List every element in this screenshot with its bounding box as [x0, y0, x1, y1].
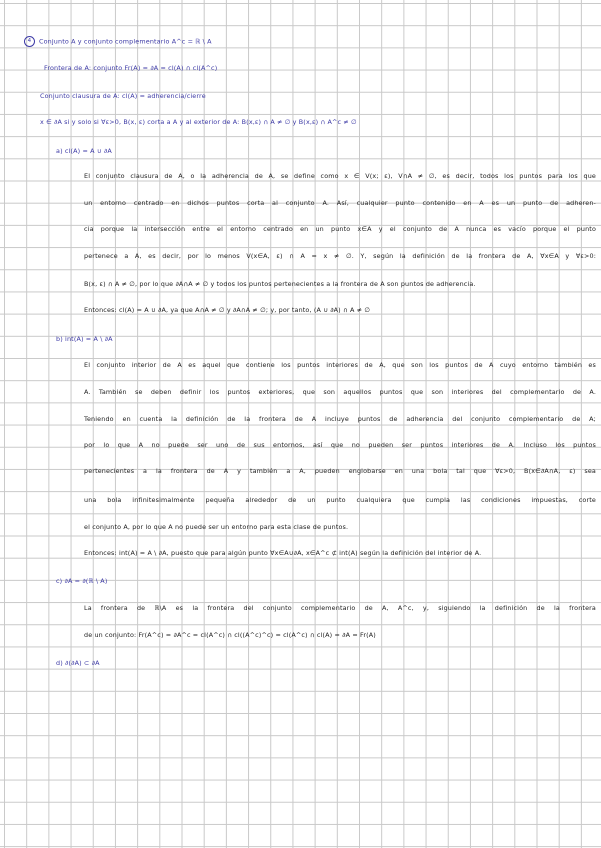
section-a-line: B(x, ε) ∩ A ≠ ∅, por lo que ∂A∩A ≠ ∅ y todos los puntos pertenecientes a la frontera de A son puntos de adherencia. — [84, 280, 476, 288]
section-b-line: una bola infinitesimalmente pequeña alrededor de un punto cualquiera que cumpla las condiciones impuestas, corte — [84, 496, 596, 504]
exercise-number: 4 — [24, 36, 35, 47]
section-b-line: por lo que A no puede ser uno de sus entornos, así que no pueden ser puntos interiores de A. Incluso los puntos — [84, 441, 596, 449]
definition-frontera: Frontera de A: conjunto Fr(A) = ∂A = cl(A) ∩ cl(A^c) — [44, 64, 218, 72]
exercise-title-text: Conjunto A y conjunto complementario A^c = ℝ \ A — [39, 37, 212, 46]
definition-boundary-point: x ∈ ∂A si y solo si ∀ε>0, B(x, ε) corta a A y al exterior de A: B(x,ε) ∩ A ≠ ∅ y B(x,ε) ∩ A^c ≠ ∅ — [40, 118, 357, 126]
section-c-line: de un conjunto: Fr(A^c) = ∂A^c = cl(A^c) ∩ cl((A^c)^c) = cl(A^c) ∩ cl(A) = ∂A = Fr(A) — [84, 631, 376, 639]
section-d-heading: d) ∂(∂A) ⊂ ∂A — [56, 659, 100, 667]
section-b-line: el conjunto A, por lo que A no puede ser un entorno para esta clase de puntos. — [84, 523, 349, 531]
section-a-line: un entorno centrado en dichos puntos corta al conjunto A. Así, cualquier punto contenido en A es un punto de adheren- — [84, 199, 596, 207]
exercise-title — [24, 36, 212, 47]
section-c-line: La frontera de ℝ\A es la frontera del conjunto complementario de A, A^c, y, siguiendo la definición de la frontera — [84, 604, 596, 612]
section-a-line: pertenece a A, es decir, por lo menos V(x∈A, ε) ∩ A = x ≠ ∅. Y, según la definición de la frontera de A, ∀x∈A y ∀ε>0: — [84, 252, 596, 260]
section-b-line: El conjunto interior de A es aquel que contiene los puntos interiores de A, que son los puntos de A cuyo entorno también es — [84, 361, 596, 369]
section-a-heading: a) cl(A) = A ∪ ∂A — [56, 147, 112, 155]
section-b-heading: b) int(A) = A \ ∂A — [56, 335, 113, 343]
section-b-line: pertenecientes a la frontera de A y también a A, pueden englobarse en una bola tal que ∀ε>0, B(x∈∂A∩A, ε) sea — [84, 467, 596, 475]
section-b-line: A. También se deben definir los puntos exteriores, que son aquellos puntos que son interiores del complementario de A. — [84, 388, 596, 396]
section-a-line: cia porque la intersección entre el entorno centrado en un punto x∈A y el conjunto de A nunca es vacío porque el punto — [84, 225, 596, 233]
section-b-line: Teniendo en cuenta la definición de la frontera de A incluye puntos de adherencia del conjunto complementario de A; — [84, 415, 596, 423]
definition-clausura: Conjunto clausura de A: cl(A) = adherencia/cierre — [40, 92, 206, 100]
section-a-conclusion: Entonces: cl(A) = A ∪ ∂A, ya que A∩A ≠ ∅ y ∂A∩A ≠ ∅; y, por tanto, (A ∪ ∂A) ∩ A ≠ ∅ — [84, 306, 371, 314]
section-c-heading: c) ∂A = ∂(ℝ \ A) — [56, 577, 108, 585]
section-b-conclusion: Entonces: int(A) = A \ ∂A, puesto que para algún punto ∀x∈A∪∂A, x∈A^c ⊄ int(A) según la definición del interior de A. — [84, 549, 482, 557]
section-a-line: El conjunto clausura de A, o la adherencia de A, se define como x ∈ V(x; ε), V∩A ≠ ∅, es decir, todos los puntos para los que — [84, 172, 596, 180]
